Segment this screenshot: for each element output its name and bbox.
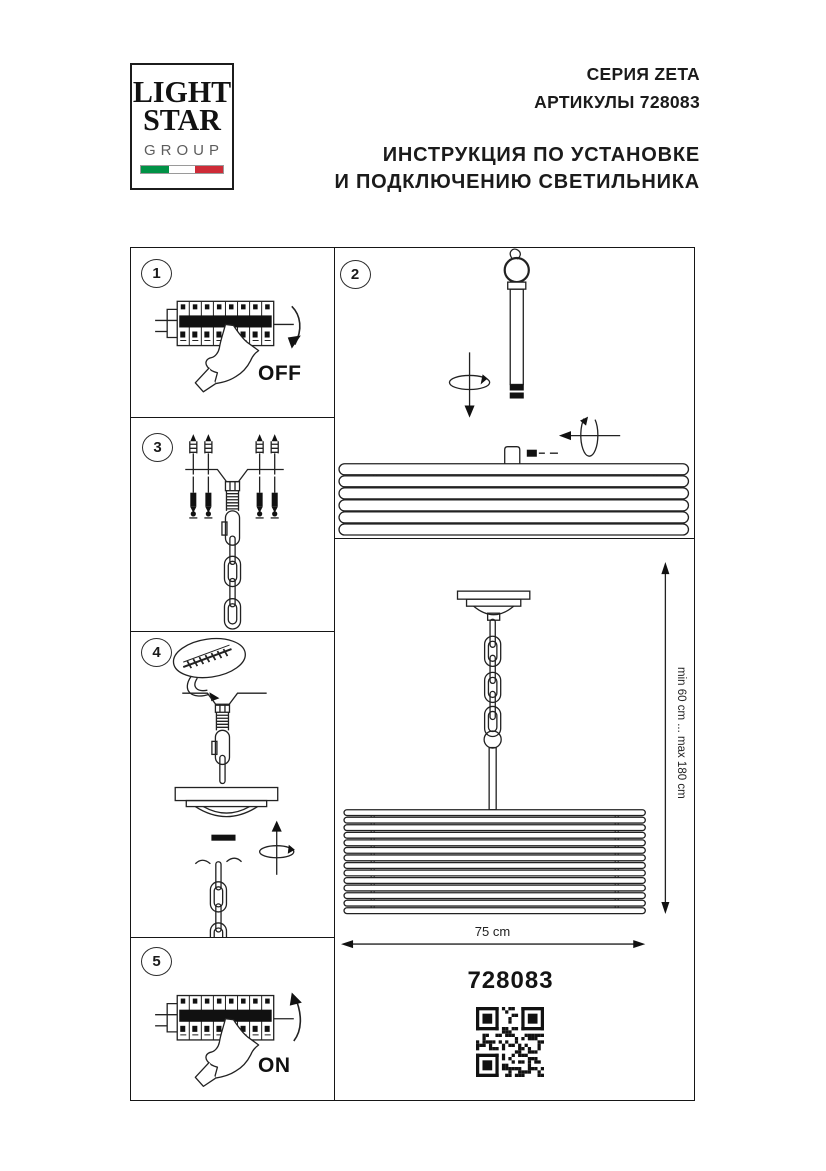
step-5-digit: 5 (152, 952, 161, 970)
step-1-digit: 1 (152, 265, 161, 282)
dimension-arrow-vertical (661, 562, 669, 914)
step-1-number (141, 259, 172, 288)
lampshade-illustration (339, 464, 688, 535)
up-arrow-icon (290, 992, 302, 1040)
stem-rod-icon (489, 747, 496, 809)
chain-illustration (222, 510, 241, 628)
rotation-arrow-icon (260, 821, 295, 875)
chain-illustration (212, 730, 230, 783)
screws-icon (190, 434, 278, 474)
title-line-1: ИНСТРУКЦИЯ ПО УСТАНОВКЕ (382, 144, 700, 166)
threaded-nipple-icon (225, 481, 239, 510)
flag-white (169, 166, 195, 173)
lampshade-illustration (344, 809, 645, 913)
step-2-number (340, 260, 371, 289)
height-dimension-label: min 60 cm ... max 180 cm (674, 666, 687, 799)
off-label: OFF (258, 362, 302, 385)
step-4-panel (130, 631, 335, 938)
flag-red (195, 166, 223, 173)
fixture-dimensions-panel (334, 538, 696, 1102)
canopy-illustration (175, 788, 278, 817)
series-label: СЕРИЯ ZETA (586, 64, 700, 84)
step-2-panel (334, 247, 696, 539)
article-number: 728083 (467, 966, 554, 994)
step-3-number (142, 433, 173, 462)
wire-twist-callout (171, 634, 248, 701)
instruction-grid (130, 247, 695, 1101)
flag-green (141, 166, 169, 173)
title-line-2: И ПОДКЛЮЧЕНИЮ СВЕТИЛЬНИКА (334, 171, 700, 193)
articles-label: АРТИКУЛЫ 728083 (534, 92, 700, 112)
header-text (334, 60, 700, 196)
dimension-arrow-horizontal (341, 940, 645, 948)
step-1-panel (130, 247, 335, 418)
logo-word-light: LIGHT (132, 75, 232, 110)
italian-flag (140, 165, 224, 174)
step-2-digit: 2 (350, 266, 360, 283)
logo-word-group: GROUP (143, 142, 224, 159)
screw-rotation-arrow-icon (558, 417, 619, 457)
canopy-assembly-diagram (131, 632, 334, 937)
rod-attachment-diagram (335, 248, 695, 538)
step-5-panel (130, 937, 335, 1102)
chain-lower-illustration (195, 858, 241, 937)
step-4-digit: 4 (152, 644, 161, 661)
threaded-nipple-icon (215, 704, 229, 730)
mounting-bracket-illustration (185, 469, 283, 481)
on-label: ON (258, 1053, 291, 1077)
width-dimension-label: 75 cm (474, 923, 511, 939)
step-3-digit: 3 (153, 438, 162, 456)
lightstar-logo (130, 63, 234, 190)
logo-word-star: STAR (143, 103, 221, 138)
down-arrow-icon (288, 306, 301, 348)
screw-fitting-icon (504, 447, 557, 466)
rotation-arrow-icon (449, 352, 489, 417)
connector-bar-icon (211, 835, 235, 841)
qr-code (476, 1007, 544, 1077)
suspension-rod-illustration (504, 249, 528, 398)
canopy-illustration (457, 591, 529, 620)
step-3-panel (130, 417, 335, 633)
step-5-number (141, 947, 172, 976)
ball-joint-icon (484, 731, 501, 748)
chain-illustration (484, 619, 500, 736)
step-4-number (141, 638, 172, 667)
